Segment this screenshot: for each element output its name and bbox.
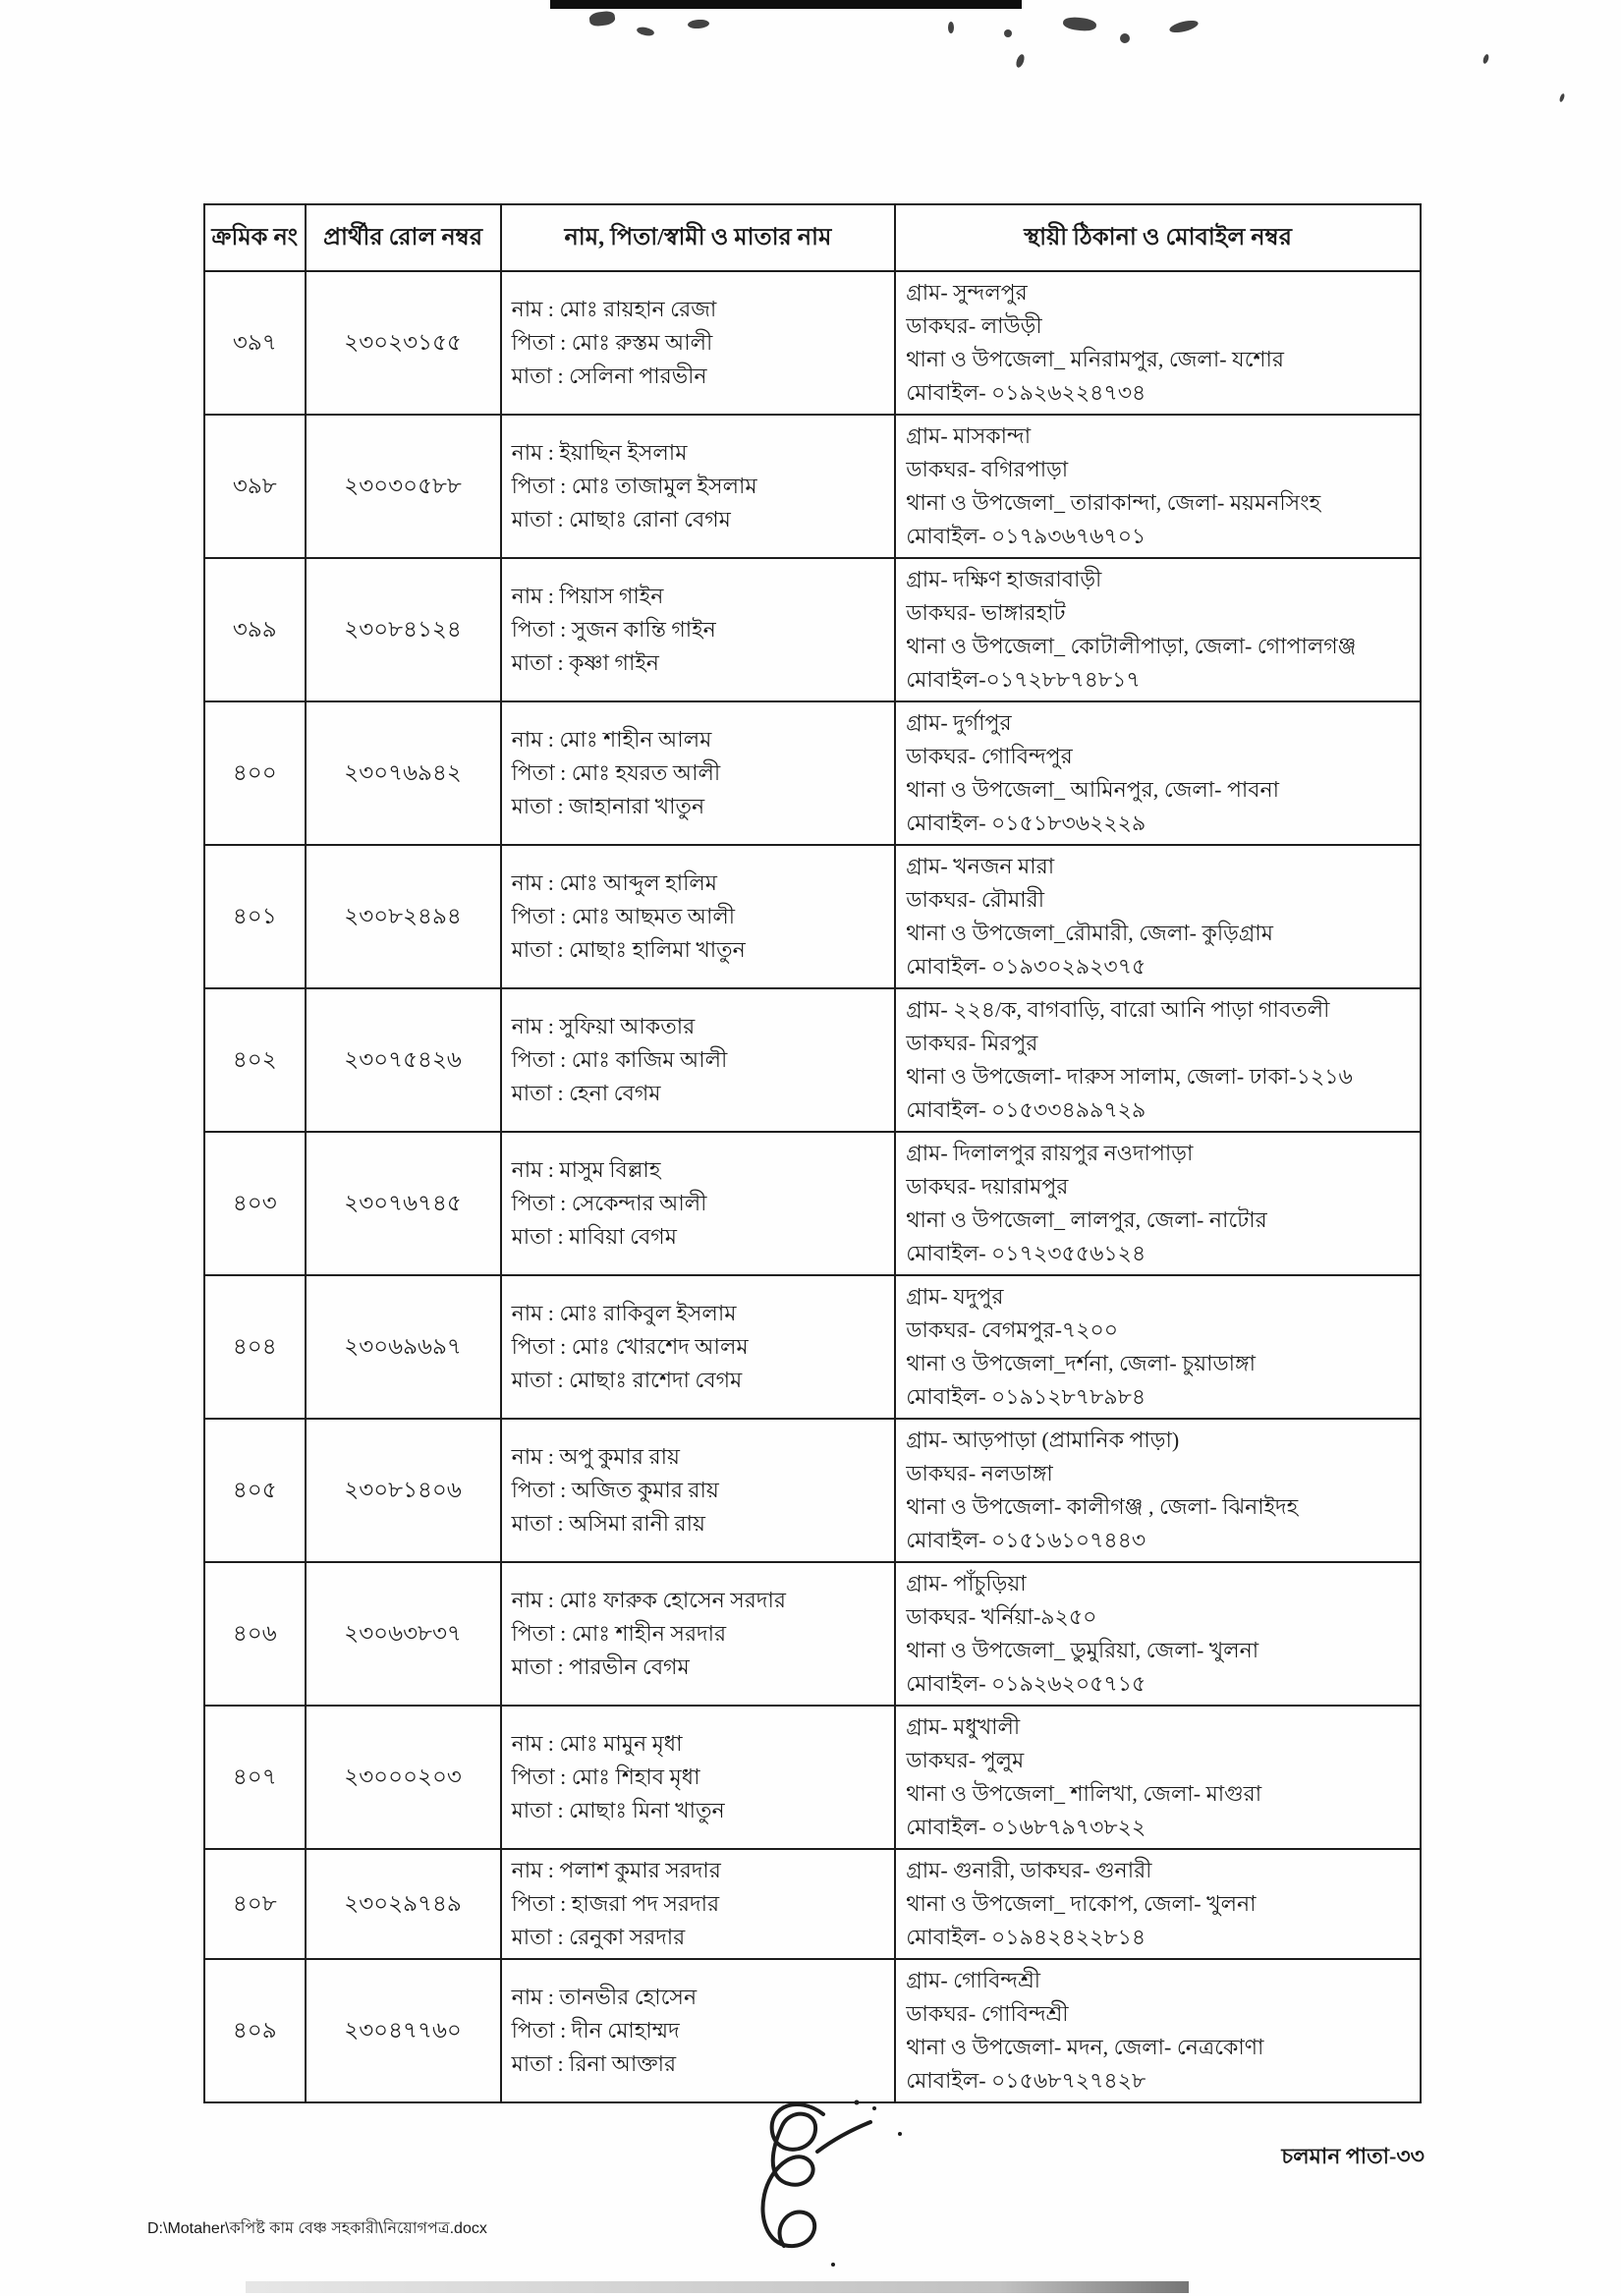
name-line: পিতা : মোঃ আছমত আলী	[511, 904, 736, 928]
address-line: মোবাইল- ০১৫৩৩৪৯৯৭২৯	[906, 1097, 1146, 1122]
serial-cell: ৪০৮	[205, 1850, 307, 1958]
roll-cell: ২৩০২৯৭৪৯	[307, 1850, 502, 1958]
address-cell	[896, 1276, 1420, 1418]
table-row	[205, 1420, 1420, 1563]
address-line: থানা ও উপজেলা_ তারাকান্দা, জেলা- ময়মনসিংহ	[906, 490, 1321, 515]
address-line: থানা ও উপজেলা_ কোটালীপাড়া, জেলা- গোপালগঞ্জ	[906, 634, 1357, 658]
table-body	[205, 272, 1420, 2101]
name-line: নাম : মোঃ শাহীন আলম	[511, 727, 712, 752]
table-row	[205, 1276, 1420, 1420]
address-line: মোবাইল-০১৭২৮৮৭৪৮১৭	[906, 667, 1141, 692]
serial-cell: ৩৯৭	[205, 272, 307, 414]
address-line: থানা ও উপজেলা_ ডুমুরিয়া, জেলা- খুলনা	[906, 1638, 1259, 1662]
roll-cell: ২৩০৬৯৬৯৭	[307, 1276, 502, 1418]
scan-artifact-speck	[1168, 19, 1200, 35]
address-line: গ্রাম- দুর্গাপুর	[906, 710, 1012, 735]
address-cell	[896, 1707, 1420, 1848]
name-line: পিতা : সেকেন্দার আলী	[511, 1191, 707, 1215]
address-line: ডাকঘর- বগিরপাড়া	[906, 457, 1069, 481]
name-line: মাতা : পারভীন বেগম	[511, 1654, 690, 1679]
name-line: পিতা : মোঃ রুস্তম আলী	[511, 330, 713, 355]
address-line: থানা ও উপজেলা_ আমিনপুর, জেলা- পাবনা	[906, 777, 1280, 802]
address-line: গ্রাম- ২২৪/ক, বাগবাড়ি, বারো আনি পাড়া গাবতলী	[906, 997, 1330, 1022]
address-line: ডাকঘর- মিরপুর	[906, 1031, 1038, 1055]
address-cell	[896, 272, 1420, 414]
serial-cell: ৪০০	[205, 702, 307, 844]
header-serial: ক্রমিক নং	[205, 205, 307, 270]
name-cell	[502, 1707, 897, 1848]
name-line: মাতা : রেনুকা সরদার	[511, 1925, 686, 1949]
table-row	[205, 272, 1420, 416]
serial-cell: ৪০৪	[205, 1276, 307, 1418]
name-cell	[502, 846, 897, 987]
roll-cell: ২৩০৮৪১২৪	[307, 559, 502, 700]
scan-artifact-bottom-smudge	[246, 2281, 1189, 2293]
roll-cell: ২৩০৪৭৭৬০	[307, 1960, 502, 2101]
name-line: নাম : মাসুম বিল্লাহ	[511, 1157, 661, 1182]
roll-cell: ২৩০৮২৪৯৪	[307, 846, 502, 987]
serial-cell: ৩৯৯	[205, 559, 307, 700]
address-line: মোবাইল- ০১৬৮৭৯৭৩৮২২	[906, 1815, 1146, 1839]
name-line: পিতা : অজিত কুমার রায়	[511, 1478, 719, 1502]
serial-cell: ৪০১	[205, 846, 307, 987]
name-cell	[502, 1133, 897, 1274]
name-line: নাম : তানভীর হোসেন	[511, 1985, 698, 2009]
name-cell	[502, 702, 897, 844]
scan-artifact-speck	[1062, 16, 1096, 31]
address-line: থানা ও উপজেলা- কালীগঞ্জ , জেলা- ঝিনাইদহ	[906, 1494, 1299, 1519]
address-line: থানা ও উপজেলা_ শালিখা, জেলা- মাগুরা	[906, 1781, 1262, 1806]
name-line: পিতা : মোঃ শিহাব মৃধা	[511, 1764, 700, 1789]
header-address: স্থায়ী ঠিকানা ও মোবাইল নম্বর	[1024, 225, 1292, 251]
footer-file-path: D:\Motaher\কপিষ্ট কাম বেঞ্চ সহকারী\নিয়োগপত্র.docx	[147, 2220, 487, 2237]
roll-cell: ২৩০৮১৪০৬	[307, 1420, 502, 1561]
name-line: মাতা : জাহানারা খাতুন	[511, 794, 705, 818]
name-line: নাম : মোঃ মামুন মৃধা	[511, 1731, 683, 1756]
name-cell	[502, 1563, 897, 1705]
scan-artifact-speck	[1559, 93, 1566, 103]
signature-scribble	[707, 2093, 933, 2274]
scan-artifact-speck	[588, 10, 616, 27]
name-cell	[502, 1420, 897, 1561]
address-line: গ্রাম- মধুখালী	[906, 1714, 1021, 1739]
serial-cell: ৪০৩	[205, 1133, 307, 1274]
name-line: মাতা : রিনা আক্তার	[511, 2051, 677, 2076]
address-line: মোবাইল- ০১৯৪২৪২২৮১৪	[906, 1925, 1146, 1949]
name-cell	[502, 1850, 897, 1958]
name-cell	[502, 416, 897, 557]
address-line: ডাকঘর- দয়ারামপুর	[906, 1174, 1069, 1199]
name-line: মাতা : কৃষ্ণা গাইন	[511, 650, 659, 675]
name-cell	[502, 1960, 897, 2101]
name-line: পিতা : মোঃ হযরত আলী	[511, 760, 721, 785]
address-line: গ্রাম- গুনারী, ডাকঘর- গুনারী	[906, 1858, 1152, 1882]
table-header-row	[205, 205, 1420, 272]
name-line: নাম : মোঃ আব্দুল হালিম	[511, 870, 717, 895]
table-row	[205, 1133, 1420, 1276]
header-name: নাম, পিতা/স্বামী ও মাতার নাম	[502, 205, 897, 270]
roll-cell: ২৩০৭৬৯৪২	[307, 702, 502, 844]
table-row	[205, 416, 1420, 559]
address-line: গ্রাম- আড়পাড়া (প্রামানিক পাড়া)	[906, 1428, 1180, 1452]
name-cell	[502, 1276, 897, 1418]
name-line: মাতা : মোছাঃ রোনা বেগম	[511, 507, 731, 532]
address-line: মোবাইল- ০১৫১৮৩৬২২২৯	[906, 811, 1146, 835]
address-line: থানা ও উপজেলা- দারুস সালাম, জেলা- ঢাকা-১২১৬	[906, 1064, 1353, 1089]
table-row	[205, 1960, 1420, 2101]
table-row	[205, 1563, 1420, 1707]
address-cell	[896, 1420, 1420, 1561]
scan-artifact-top-bar	[550, 0, 1022, 9]
address-cell	[896, 1960, 1420, 2101]
scan-artifact-speck	[1004, 29, 1012, 37]
address-line: ডাকঘর- রৌমারী	[906, 887, 1045, 912]
address-cell	[896, 1850, 1420, 1958]
address-line: মোবাইল- ০১৫১৬১০৭৪৪৩	[906, 1528, 1146, 1552]
address-cell	[896, 559, 1420, 700]
address-line: গ্রাম- গোবিন্দশ্রী	[906, 1968, 1040, 1992]
address-cell	[896, 846, 1420, 987]
address-line: ডাকঘর- লাউড়ী	[906, 313, 1042, 338]
name-line: নাম : পিয়াস গাইন	[511, 584, 664, 608]
address-cell	[896, 989, 1420, 1131]
name-line: মাতা : সেলিনা পারভীন	[511, 364, 707, 388]
name-line: পিতা : মোঃ খোরশেদ আলম	[511, 1334, 749, 1359]
address-cell	[896, 1133, 1420, 1274]
address-line: থানা ও উপজেলা_ মনিরামপুর, জেলা- যশোর	[906, 347, 1285, 371]
scan-artifact-speck	[636, 26, 654, 37]
table-row	[205, 846, 1420, 989]
address-cell	[896, 416, 1420, 557]
address-cell	[896, 1563, 1420, 1705]
address-line: থানা ও উপজেলা_দর্শনা, জেলা- চুয়াডাঙ্গা	[906, 1351, 1256, 1375]
table-row	[205, 559, 1420, 702]
address-line: গ্রাম- খনজন মারা	[906, 854, 1055, 878]
address-line: মোবাইল- ০১৭৯৩৬৭৬৭০১	[906, 524, 1146, 548]
roll-cell: ২৩০৬৩৮৩৭	[307, 1563, 502, 1705]
name-line: মাতা : মোছাঃ রাশেদা বেগম	[511, 1368, 743, 1392]
address-line: গ্রাম- মাসকান্দা	[906, 423, 1032, 448]
name-line: মাতা : অসিমা রানী রায়	[511, 1511, 705, 1536]
address-line: গ্রাম- দক্ষিণ হাজরাবাড়ী	[906, 567, 1102, 591]
serial-cell: ৪০৫	[205, 1420, 307, 1561]
address-line: থানা ও উপজেলা- মদন, জেলা- নেত্রকোণা	[906, 2035, 1264, 2059]
roll-cell: ২৩০৭৫৪২৬	[307, 989, 502, 1131]
address-line: গ্রাম- যদুপুর	[906, 1284, 1004, 1309]
name-line: নাম : সুফিয়া আকতার	[511, 1014, 696, 1038]
roll-cell: ২৩০০০২০৩	[307, 1707, 502, 1848]
address-line: মোবাইল- ০১৯১২৮৭৮৯৮৪	[906, 1384, 1146, 1409]
name-cell	[502, 989, 897, 1131]
address-line: থানা ও উপজেলা_ লালপুর, জেলা- নাটোর	[906, 1207, 1267, 1232]
address-line: ডাকঘর- পুলুম	[906, 1748, 1025, 1772]
serial-cell: ৪০৭	[205, 1707, 307, 1848]
address-line: মোবাইল- ০১৭২৩৫৫৬১২৪	[906, 1241, 1146, 1265]
name-line: পিতা : হাজরা পদ সরদার	[511, 1891, 720, 1916]
serial-cell: ৪০৬	[205, 1563, 307, 1705]
roll-cell: ২৩০২৩১৫৫	[307, 272, 502, 414]
name-line: নাম : মোঃ রায়হান রেজা	[511, 297, 717, 321]
name-line: মাতা : মোছাঃ হালিমা খাতুন	[511, 937, 746, 962]
header-roll: প্রার্থীর রোল নম্বর	[307, 205, 502, 270]
address-line: মোবাইল- ০১৯২৬২২৪৭৩৪	[906, 380, 1146, 405]
roll-cell: ২৩০৭৬৭৪৫	[307, 1133, 502, 1274]
candidate-table	[203, 203, 1422, 2103]
scan-artifact-speck	[1120, 33, 1130, 43]
serial-cell: ৪০২	[205, 989, 307, 1131]
address-line: ডাকঘর- গোবিন্দশ্রী	[906, 2001, 1069, 2026]
name-cell	[502, 272, 897, 414]
table-row	[205, 1707, 1420, 1850]
address-line: মোবাইল- ০১৯২৬২০৫৭১৫	[906, 1671, 1146, 1696]
address-line: মোবাইল- ০১৫৬৮৭২৭৪২৮	[906, 2068, 1146, 2093]
address-cell	[896, 702, 1420, 844]
address-line: ডাকঘর- বেগমপুর-৭২০০	[906, 1317, 1119, 1342]
address-line: থানা ও উপজেলা_ দাকোপ, জেলা- খুলনা	[906, 1891, 1257, 1916]
name-line: মাতা : মোছাঃ মিনা খাতুন	[511, 1798, 725, 1822]
address-line: গ্রাম- দিলালপুর রায়পুর নওদাপাড়া	[906, 1141, 1194, 1165]
name-line: পিতা : সুজন কান্তি গাইন	[511, 617, 716, 642]
name-line: পিতা : মোঃ শাহীন সরদার	[511, 1621, 727, 1646]
serial-cell: ৩৯৮	[205, 416, 307, 557]
table-row	[205, 989, 1420, 1133]
scan-artifact-speck	[1015, 53, 1026, 69]
table-row	[205, 702, 1420, 846]
name-line: নাম : মোঃ রাকিবুল ইসলাম	[511, 1301, 737, 1325]
address-line: ডাকঘর- ভাঙ্গারহাট	[906, 600, 1066, 625]
address-line: ডাকঘর- খর্নিয়া-৯২৫০	[906, 1604, 1097, 1629]
name-line: নাম : মোঃ ফারুক হোসেন সরদার	[511, 1588, 786, 1612]
scan-artifact-speck	[948, 22, 954, 33]
roll-cell: ২৩০৩০৫৮৮	[307, 416, 502, 557]
name-line: মাতা : মাবিয়া বেগম	[511, 1224, 677, 1249]
name-line: পিতা : দীন মোহাম্মদ	[511, 2018, 680, 2043]
name-line: পিতা : মোঃ কাজিম আলী	[511, 1047, 728, 1072]
scan-artifact-speck	[688, 19, 710, 29]
name-line: নাম : অপু কুমার রায়	[511, 1444, 680, 1469]
address-line: ডাকঘর- নলডাঙ্গা	[906, 1461, 1053, 1485]
address-line: গ্রাম- পাঁচুড়িয়া	[906, 1571, 1027, 1596]
table-row	[205, 1850, 1420, 1960]
name-line: নাম : পলাশ কুমার সরদার	[511, 1858, 721, 1882]
address-line: থানা ও উপজেলা_রৌমারী, জেলা- কুড়িগ্রাম	[906, 921, 1273, 945]
scan-artifact-speck	[1482, 53, 1490, 64]
address-line: মোবাইল- ০১৯৩০২৯২৩৭৫	[906, 954, 1146, 979]
footer-page-label: চলমান পাতা-৩৩	[1281, 2144, 1425, 2168]
name-line: পিতা : মোঃ তাজামুল ইসলাম	[511, 474, 757, 498]
serial-cell: ৪০৯	[205, 1960, 307, 2101]
name-line: নাম : ইয়াছিন ইসলাম	[511, 440, 688, 465]
name-cell	[502, 559, 897, 700]
name-line: মাতা : হেনা বেগম	[511, 1081, 661, 1105]
address-line: গ্রাম- সুন্দলপুর	[906, 280, 1028, 305]
address-line: ডাকঘর- গোবিন্দপুর	[906, 744, 1073, 768]
